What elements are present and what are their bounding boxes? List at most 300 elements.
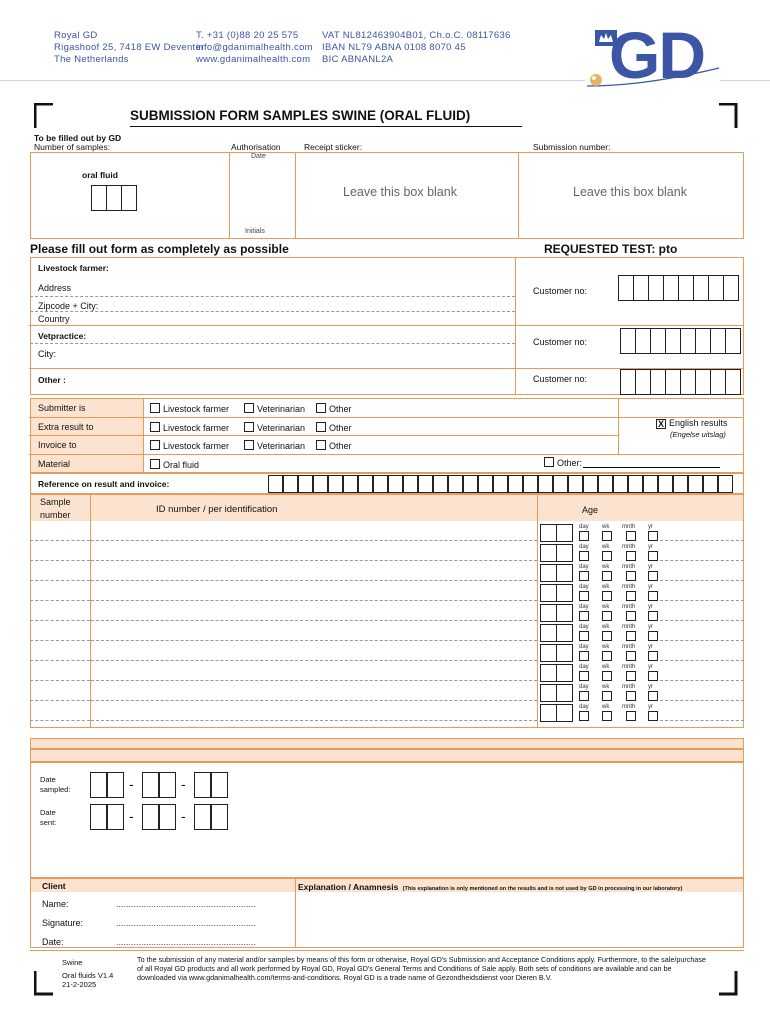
age-unit-label: yr (648, 704, 653, 710)
footer-terms: To the submission of any material and/or samples by means of this form or otherwise, Royal GD's Submission and Acceptance Conditions apply. Furthermore, to the sale/purchase of all Royal GD products and all work performed by Royal GD, Royal GD's General Terms and Conditions of Sale apply. Both sets of conditions are available and can be downloaded via www.gdanimalhealth.com/terms-and-conditions. Royal GD is a trade name of Gezondheidsdienst voor Dieren B.V. (137, 955, 706, 982)
reference-cell[interactable] (313, 475, 328, 493)
customer-no-cell[interactable] (635, 369, 651, 395)
reference-cell[interactable] (268, 475, 283, 493)
sample-number-field[interactable] (30, 560, 90, 561)
customer-no-cell[interactable] (620, 369, 636, 395)
age-unit-checkbox[interactable] (602, 531, 612, 541)
reference-cell[interactable] (643, 475, 658, 493)
age-unit-checkbox[interactable] (648, 671, 658, 681)
date-cell[interactable] (107, 804, 124, 830)
age-value-cell[interactable] (556, 684, 573, 702)
client-name-field[interactable]: ........................................................ (116, 899, 257, 909)
sample-col-divider (90, 494, 91, 728)
age-unit-label: mnth (622, 644, 636, 650)
material-oral-fluid-option[interactable] (150, 459, 199, 470)
age-value-cell[interactable] (556, 644, 573, 662)
age-unit-label: yr (648, 544, 653, 550)
checkbox[interactable] (244, 422, 254, 432)
oral-fluid-count-label: oral fluid (82, 170, 118, 180)
reference-cell[interactable] (628, 475, 643, 493)
age-value-cell[interactable] (556, 524, 573, 542)
material-other-line[interactable] (583, 467, 720, 468)
reference-cell[interactable] (283, 475, 298, 493)
date-cell[interactable] (107, 772, 124, 798)
age-unit-checkbox[interactable] (626, 611, 636, 621)
age-unit-checkbox[interactable] (602, 631, 612, 641)
customer-no-cell[interactable] (710, 369, 726, 395)
authorisation-initials-label: Initials (245, 228, 265, 235)
date-cell[interactable] (142, 772, 159, 798)
reference-cell[interactable] (613, 475, 628, 493)
age-row-line (660, 680, 744, 681)
id-number-field[interactable] (91, 680, 537, 681)
reference-label: Reference on result and invoice: (38, 479, 170, 489)
reference-cell[interactable] (343, 475, 358, 493)
age-unit-checkbox[interactable] (602, 591, 612, 601)
id-number-field[interactable] (91, 580, 537, 581)
age-value-cell[interactable] (556, 624, 573, 642)
corner-mark-tl (34, 103, 54, 129)
age-unit-checkbox[interactable] (648, 551, 658, 561)
date-cell[interactable] (159, 804, 176, 830)
age-col-divider (537, 494, 538, 728)
age-unit-label: day (579, 524, 589, 530)
age-unit-label: mnth (622, 564, 636, 570)
invoice-other-option[interactable] (316, 440, 352, 451)
reference-cell[interactable] (553, 475, 568, 493)
checkbox[interactable] (316, 440, 326, 450)
age-unit-checkbox[interactable] (626, 531, 636, 541)
age-unit-label: wk (602, 624, 610, 630)
age-unit-label: wk (602, 544, 610, 550)
reference-cell[interactable] (718, 475, 733, 493)
age-unit-checkbox[interactable] (648, 571, 658, 581)
customer-no-cell[interactable] (618, 275, 634, 301)
customer-no-cell[interactable] (678, 275, 694, 301)
age-value-cell[interactable] (556, 704, 573, 722)
footer-version: Oral fluids V1.4 (62, 971, 114, 980)
id-number-field[interactable] (91, 720, 537, 721)
extra-other-option[interactable] (316, 422, 352, 433)
age-unit-label: wk (602, 524, 610, 530)
english-results-option[interactable] (656, 418, 728, 429)
date-cell[interactable] (90, 804, 107, 830)
age-unit-checkbox[interactable] (602, 691, 612, 701)
extra-veterinarian-option[interactable] (244, 422, 305, 433)
submission-number-label: Submission number: (533, 142, 611, 152)
age-unit-checkbox[interactable] (579, 571, 589, 581)
age-unit-checkbox[interactable] (579, 591, 589, 601)
option-label: Other (329, 441, 352, 451)
sample-number-field[interactable] (30, 680, 90, 681)
customer-no-cell[interactable] (710, 328, 726, 354)
separator-bar (30, 749, 744, 762)
submitter-veterinarian-option[interactable] (244, 403, 305, 414)
company-vat: VAT NL812463904B01, Ch.o.C. 08117636 (322, 30, 511, 41)
age-unit-checkbox[interactable] (579, 711, 589, 721)
option-label: Veterinarian (257, 404, 306, 414)
corner-mark-br (718, 970, 738, 996)
age-unit-checkbox[interactable] (626, 691, 636, 701)
company-name: Royal GD (54, 30, 98, 41)
age-unit-checkbox[interactable] (648, 591, 658, 601)
date-cell[interactable] (211, 804, 228, 830)
age-value-cell[interactable] (556, 584, 573, 602)
reference-cell[interactable] (388, 475, 403, 493)
date-cell[interactable] (211, 772, 228, 798)
age-unit-checkbox[interactable] (602, 651, 612, 661)
age-row-line (660, 540, 744, 541)
age-value-cell[interactable] (556, 664, 573, 682)
submitter-is-label: Submitter is (38, 403, 86, 413)
checkbox[interactable] (150, 440, 160, 450)
reference-cell[interactable] (358, 475, 373, 493)
option-label: Veterinarian (257, 423, 306, 433)
age-unit-label: wk (602, 604, 610, 610)
id-number-field[interactable] (91, 600, 537, 601)
reference-cell[interactable] (703, 475, 718, 493)
age-value-cell[interactable] (540, 544, 557, 562)
invoice-livestock-farmer-option[interactable] (150, 440, 229, 451)
contact-box-divider (515, 257, 516, 395)
vet-customer-no-label: Customer no: (533, 337, 588, 347)
age-row-line (660, 580, 744, 581)
reference-cell[interactable] (373, 475, 388, 493)
livestock-farmer-label: Livestock farmer: (38, 263, 109, 273)
reference-cell[interactable] (538, 475, 553, 493)
submitter-other-option[interactable] (316, 403, 352, 414)
footer-rule (30, 950, 744, 951)
options-row-line (29, 454, 744, 455)
explanation-heading (298, 882, 682, 892)
company-bic: BIC ABNANL2A (322, 54, 394, 65)
reference-cell[interactable] (328, 475, 343, 493)
option-label: Other (329, 423, 352, 433)
contact-row-divider (29, 325, 744, 326)
company-street: Rigashoof 25, 7418 EW Deventer (54, 42, 205, 53)
reference-cell[interactable] (673, 475, 688, 493)
sample-count-cell[interactable] (106, 185, 122, 211)
customer-no-cell[interactable] (725, 369, 741, 395)
company-iban: IBAN NL79 ABNA 0108 8070 45 (322, 42, 466, 53)
customer-no-cell[interactable] (663, 275, 679, 301)
customer-no-cell[interactable] (648, 275, 664, 301)
receipt-sticker-label: Receipt sticker: (304, 142, 363, 152)
options-row-line (29, 417, 744, 418)
sample-count-cell[interactable] (91, 185, 107, 211)
sample-table (30, 494, 744, 728)
age-unit-checkbox[interactable] (602, 671, 612, 681)
age-unit-checkbox[interactable] (626, 551, 636, 561)
id-number-field[interactable] (91, 700, 537, 701)
checkbox[interactable] (244, 403, 254, 413)
farmer-country-label: Country (38, 314, 70, 324)
age-unit-label: day (579, 544, 589, 550)
authorisation-label: Authorisation (231, 142, 281, 152)
checkbox[interactable] (316, 403, 326, 413)
reference-cell[interactable] (418, 475, 433, 493)
age-unit-checkbox[interactable] (648, 611, 658, 621)
option-label: Other (329, 404, 352, 414)
customer-no-cell[interactable] (680, 328, 696, 354)
age-unit-checkbox[interactable] (579, 531, 589, 541)
sample-number-field[interactable] (30, 660, 90, 661)
material-other-option[interactable] (544, 457, 582, 468)
invoice-to-label: Invoice to (38, 440, 77, 450)
footer-species: Swine (62, 958, 83, 967)
date-sampled-label: Date (40, 775, 56, 784)
id-number-field[interactable] (91, 640, 537, 641)
age-unit-label: day (579, 564, 589, 570)
english-results-dutch-label: (Engelse uitslag) (670, 430, 726, 439)
reference-cell[interactable] (598, 475, 613, 493)
reference-cell[interactable] (658, 475, 673, 493)
age-value-cell[interactable] (540, 584, 557, 602)
age-unit-checkbox[interactable] (648, 651, 658, 661)
age-unit-checkbox[interactable] (648, 631, 658, 641)
date-cell[interactable] (194, 804, 211, 830)
age-unit-checkbox[interactable] (626, 631, 636, 641)
customer-no-cell[interactable] (723, 275, 739, 301)
age-unit-checkbox[interactable] (648, 691, 658, 701)
date-cell[interactable] (142, 804, 159, 830)
checkbox[interactable] (150, 422, 160, 432)
date-cell[interactable] (159, 772, 176, 798)
reference-cell[interactable] (298, 475, 313, 493)
customer-no-cell[interactable] (693, 275, 709, 301)
reference-cell[interactable] (448, 475, 463, 493)
age-value-cell[interactable] (540, 564, 557, 582)
age-unit-checkbox[interactable] (648, 711, 658, 721)
option-label: Livestock farmer (163, 404, 230, 414)
option-label: Livestock farmer (163, 441, 230, 451)
age-unit-checkbox[interactable] (579, 691, 589, 701)
age-unit-checkbox[interactable] (602, 611, 612, 621)
age-unit-checkbox[interactable] (602, 571, 612, 581)
title-underline (130, 126, 522, 127)
sample-number-field[interactable] (30, 540, 90, 541)
id-number-field[interactable] (91, 620, 537, 621)
sample-number-field[interactable] (30, 720, 90, 721)
age-value-cell[interactable] (540, 704, 557, 722)
client-signature-label: Signature: (42, 918, 84, 928)
receipt-sticker-blank-note: Leave this box blank (343, 185, 457, 199)
extra-result-label: Extra result to (38, 422, 94, 432)
age-unit-label: day (579, 624, 589, 630)
farmer-zipcode-label: Zipcode + City: (38, 301, 99, 311)
client-date-label: Date: (42, 937, 64, 947)
reference-cell[interactable] (568, 475, 583, 493)
id-number-header: ID number / per identification (156, 504, 278, 515)
authorisation-date-label: Date (251, 153, 266, 160)
age-unit-label: yr (648, 644, 653, 650)
age-unit-label: day (579, 704, 589, 710)
gd-box-divider-1 (229, 152, 230, 239)
explanation-note: (This explanation is only mentioned on the results and is not used by GD in processing in our laboratory) (402, 886, 683, 892)
date-sampled-label-2: sampled: (40, 785, 71, 794)
customer-no-cell[interactable] (695, 369, 711, 395)
age-unit-label: day (579, 644, 589, 650)
age-unit-label: wk (602, 644, 610, 650)
client-signature-field[interactable]: ........................................................ (116, 918, 257, 928)
age-unit-checkbox[interactable] (602, 711, 612, 721)
gd-box-divider-2 (295, 152, 296, 239)
checkbox[interactable] (150, 403, 160, 413)
age-row-line (660, 720, 744, 721)
company-address (54, 30, 205, 66)
age-unit-checkbox[interactable] (579, 611, 589, 621)
age-value-cell[interactable] (540, 624, 557, 642)
customer-no-cell[interactable] (650, 369, 666, 395)
customer-no-cell[interactable] (620, 328, 636, 354)
age-unit-label: yr (648, 564, 653, 570)
form-title: SUBMISSION FORM SAMPLES SWINE (ORAL FLUID) (130, 108, 471, 123)
age-unit-label: mnth (622, 624, 636, 630)
vet-practice-label: Vetpractice: (38, 331, 87, 341)
sample-number-field[interactable] (30, 580, 90, 581)
date-separator: - (181, 776, 186, 792)
age-header: Age (582, 505, 599, 515)
id-number-field[interactable] (91, 560, 537, 561)
date-sent-label-2: sent: (40, 818, 57, 827)
age-row-line (660, 640, 744, 641)
reference-cell[interactable] (433, 475, 448, 493)
age-unit-checkbox[interactable] (626, 571, 636, 581)
age-unit-label: wk (602, 584, 610, 590)
age-row-line (660, 660, 744, 661)
age-value-cell[interactable] (556, 544, 573, 562)
sample-count-cell[interactable] (121, 185, 137, 211)
english-divider (618, 398, 619, 454)
checkbox[interactable] (150, 459, 160, 469)
company-tax (322, 30, 511, 66)
checkbox[interactable] (544, 457, 554, 467)
invoice-veterinarian-option[interactable] (244, 440, 305, 451)
gd-box-divider-3 (518, 152, 519, 239)
date-cell[interactable] (90, 772, 107, 798)
age-unit-label: mnth (622, 684, 636, 690)
checkbox[interactable] (244, 440, 254, 450)
age-unit-label: day (579, 584, 589, 590)
age-unit-label: wk (602, 664, 610, 670)
submitter-livestock-farmer-option[interactable] (150, 403, 229, 414)
date-box (30, 762, 744, 878)
sample-number-field[interactable] (30, 640, 90, 641)
separator-bar (30, 738, 744, 749)
age-unit-checkbox[interactable] (579, 671, 589, 681)
sample-number-field[interactable] (30, 700, 90, 701)
vet-practice-line[interactable] (30, 343, 515, 344)
age-unit-label: yr (648, 524, 653, 530)
customer-no-cell[interactable] (665, 369, 681, 395)
reference-cell[interactable] (523, 475, 538, 493)
reference-cell[interactable] (493, 475, 508, 493)
age-unit-checkbox[interactable] (648, 531, 658, 541)
age-value-cell[interactable] (540, 524, 557, 542)
customer-no-cell[interactable] (695, 328, 711, 354)
option-label: Oral fluid (163, 460, 200, 470)
sample-number-header-2: number (40, 510, 71, 520)
reference-cell[interactable] (463, 475, 478, 493)
age-unit-label: mnth (622, 704, 636, 710)
extra-livestock-farmer-option[interactable] (150, 422, 229, 433)
date-sent-label: Date (40, 808, 56, 817)
age-unit-checkbox[interactable] (579, 631, 589, 641)
customer-no-cell[interactable] (725, 328, 741, 354)
customer-no-cell[interactable] (680, 369, 696, 395)
gd-logo (585, 18, 720, 92)
corner-mark-tr (718, 103, 738, 129)
customer-no-cell[interactable] (635, 328, 651, 354)
age-unit-checkbox[interactable] (579, 551, 589, 561)
age-value-cell[interactable] (540, 664, 557, 682)
age-unit-checkbox[interactable] (626, 651, 636, 661)
age-row-line (660, 620, 744, 621)
age-unit-label: yr (648, 684, 653, 690)
requested-test-heading: REQUESTED TEST: pto (544, 242, 678, 256)
checkbox[interactable] (316, 422, 326, 432)
material-label: Material (38, 459, 71, 469)
age-value-cell[interactable] (540, 684, 557, 702)
farmer-address-line[interactable] (30, 296, 515, 297)
age-unit-label: mnth (622, 664, 636, 670)
reference-cell[interactable] (478, 475, 493, 493)
age-value-cell[interactable] (556, 564, 573, 582)
company-website: www.gdanimalhealth.com (196, 54, 311, 65)
age-unit-label: mnth (622, 604, 636, 610)
customer-no-cell[interactable] (633, 275, 649, 301)
reference-cell[interactable] (508, 475, 523, 493)
age-unit-checkbox[interactable] (602, 551, 612, 561)
age-unit-checkbox[interactable] (579, 651, 589, 661)
checked-checkbox[interactable]: X (657, 419, 664, 429)
age-unit-label: yr (648, 584, 653, 590)
age-unit-checkbox[interactable] (626, 591, 636, 601)
id-number-field[interactable] (91, 660, 537, 661)
date-cell[interactable] (194, 772, 211, 798)
age-unit-checkbox[interactable] (626, 711, 636, 721)
company-phone: T. +31 (0)88 20 25 575 (196, 30, 299, 41)
sample-number-header: Sample (40, 497, 71, 507)
farmer-zipcode-line[interactable] (30, 311, 515, 312)
sample-number-field[interactable] (30, 620, 90, 621)
age-unit-checkbox[interactable] (626, 671, 636, 681)
customer-no-cell[interactable] (708, 275, 724, 301)
company-country: The Netherlands (54, 54, 129, 65)
id-number-field[interactable] (91, 540, 537, 541)
client-heading: Client (42, 881, 66, 891)
age-unit-label: mnth (622, 544, 636, 550)
client-date-field[interactable]: ........................................................ (116, 937, 257, 947)
customer-no-cell[interactable] (665, 328, 681, 354)
age-row-line (660, 560, 744, 561)
reference-cell[interactable] (583, 475, 598, 493)
sample-number-field[interactable] (30, 600, 90, 601)
age-value-cell[interactable] (540, 604, 557, 622)
submission-number-blank-note: Leave this box blank (573, 185, 687, 199)
reference-cell[interactable] (403, 475, 418, 493)
age-value-cell[interactable] (540, 644, 557, 662)
age-unit-label: wk (602, 684, 610, 690)
other-customer-no-label: Customer no: (533, 374, 588, 384)
date-separator: - (181, 808, 186, 824)
customer-no-cell[interactable] (650, 328, 666, 354)
age-unit-label: yr (648, 664, 653, 670)
fill-out-heading: Please fill out form as completely as possible (30, 242, 289, 256)
reference-cell[interactable] (688, 475, 703, 493)
age-value-cell[interactable] (556, 604, 573, 622)
footer-date: 21-2-2025 (62, 980, 97, 989)
